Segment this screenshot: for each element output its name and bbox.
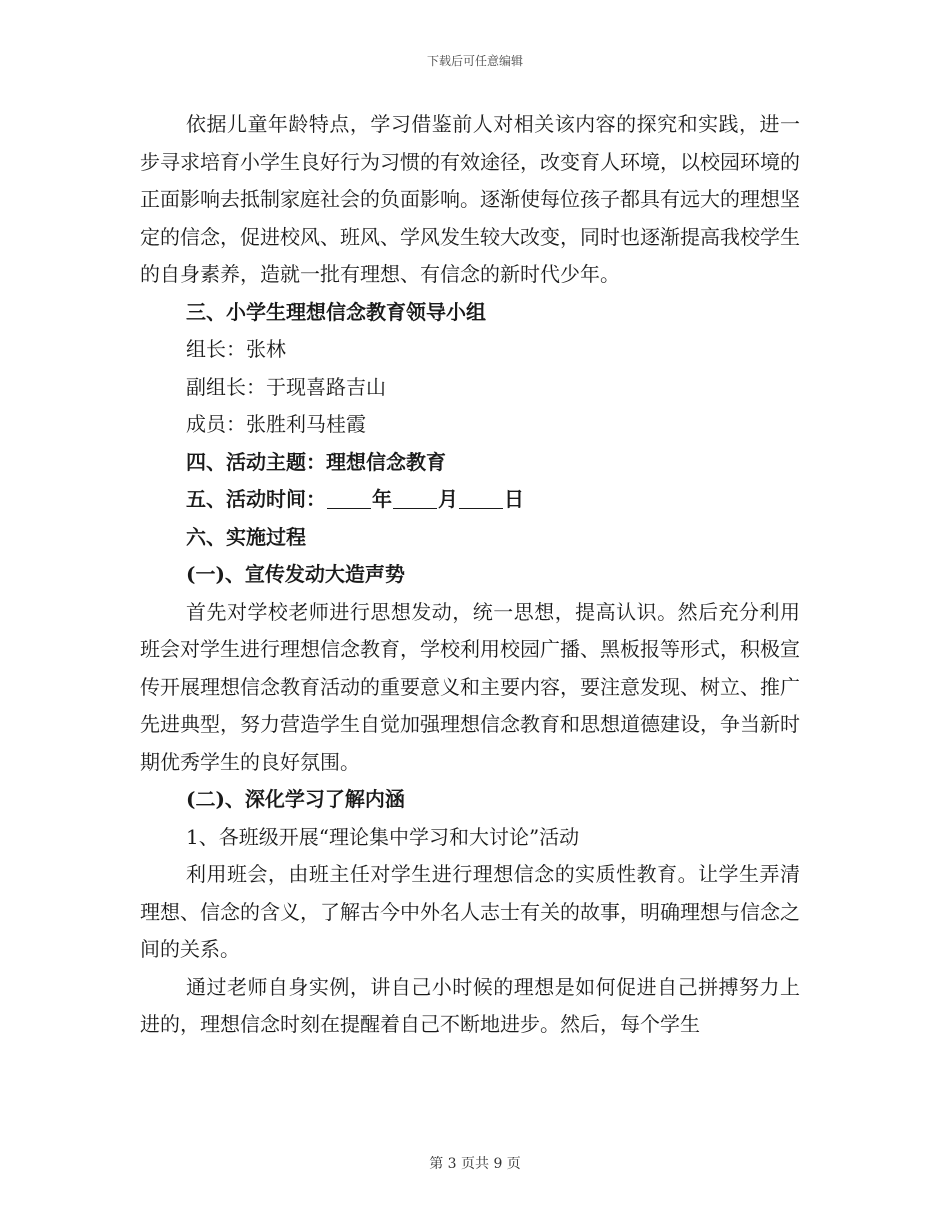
leader-line: 组长：张林 — [186, 337, 286, 361]
page-footer: 第 3 页共 9 页 — [429, 1156, 521, 1172]
section-heading-5 — [140, 481, 800, 519]
publicity-paragraph: 首先对学校老师进行思想发动，统一思想，提高认识。然后充分利用班会对学生进行理想信念教育，学校利用校园广播、黑板报等形式，积极宣传开展理想信念教育活动的重要意义和主要内容，要注意发现、树立、推广先进典型，努力营造学生自觉加强理想信念教育和思想道德建设，争当新时期优秀学生的良好氛围。 — [140, 599, 800, 774]
vice-leader-line: 副组长：于现喜路吉山 — [186, 374, 386, 399]
section-heading-6: 六、实施过程 — [186, 524, 306, 549]
teacher-example-paragraph: 通过老师自身实例，讲自己小时候的理想是如何促进自己拼搏努力上进的，理想信念时刻在提醒着自己不断地进步。然后，每个学生 — [140, 974, 800, 1036]
month-label: 月 — [438, 487, 458, 511]
list-item-1: 1、各班级开展“理论集中学习和大讨论”活动 — [186, 824, 580, 849]
sub-heading-study: (二)、深化学习了解内涵 — [186, 787, 405, 811]
day-blank — [459, 488, 503, 509]
sub-heading-publicity: (一)、宣传发动大造声势 — [186, 562, 405, 586]
intro-paragraph: 依据儿童年龄特点，学习借鉴前人对相关该内容的探究和实践，进一步寻求培育小学生良好行为习惯的有效途径，改变育人环境，以校园环境的正面影响去抵制家庭社会的负面影响。逐渐使每位孩子都具有远大的理想坚定的信念，促进校风、班风、学风发生较大改变，同时也逐渐提高我校学生的自身素养，造就一批有理想、有信念的新时代少年。 — [140, 112, 800, 286]
class-meeting-paragraph: 利用班会，由班主任对学生进行理想信念的实质性教育。让学生弄清理想、信念的含义，了解古今中外名人志士有关的故事，明确理想与信念之间的关系。 — [140, 862, 800, 961]
year-label: 年 — [372, 487, 392, 511]
year-blank — [327, 488, 371, 509]
members-line: 成员：张胜利马桂霞 — [186, 412, 366, 436]
section-heading-3: 三、小学生理想信念教育领导小组 — [186, 299, 486, 324]
page-header: 下载后可任意编辑 — [426, 54, 523, 68]
activity-time-label: 五、活动时间： — [186, 487, 326, 511]
document-body — [140, 106, 800, 1044]
section-heading-4: 四、活动主题：理想信念教育 — [186, 449, 446, 474]
day-label: 日 — [504, 487, 524, 511]
month-blank — [393, 488, 437, 509]
